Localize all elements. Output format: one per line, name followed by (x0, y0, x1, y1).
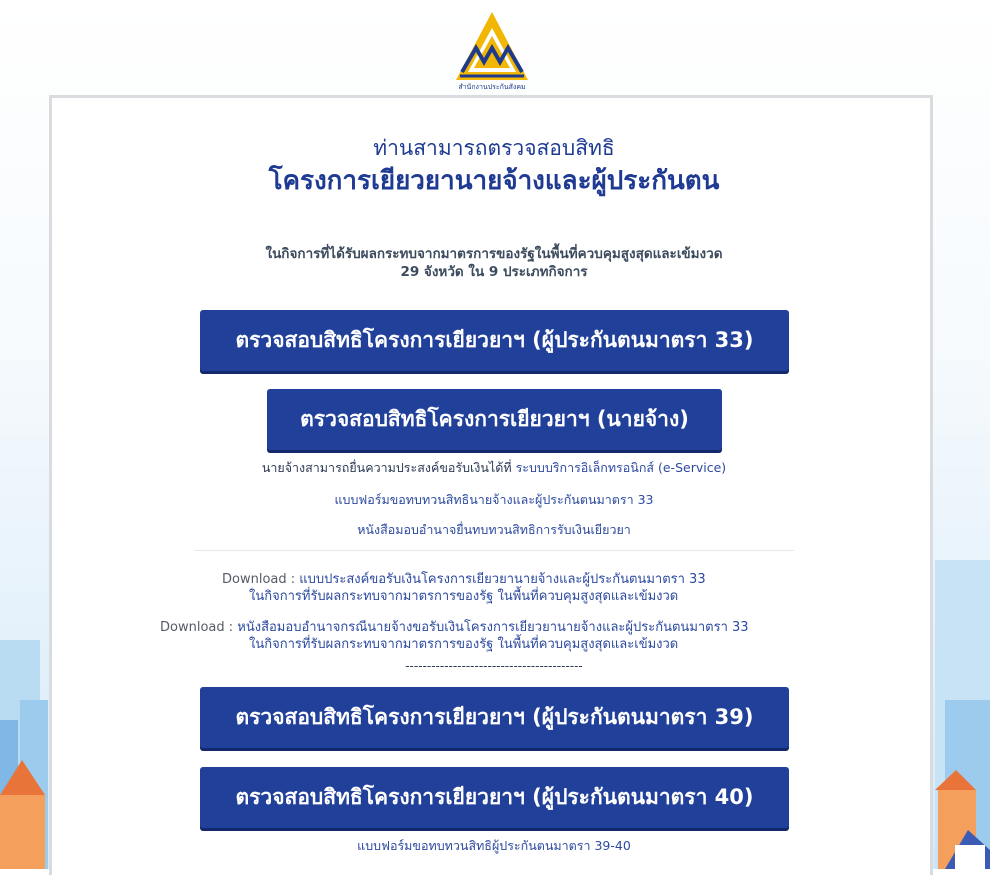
employer-note-text: นายจ้างสามารถยื่นความประสงค์ขอรับเงินได้ที่ (261, 460, 516, 475)
page-title: โครงการเยียวยานายจ้างและผู้ประกันตน (268, 166, 720, 196)
download-request-form-link-line2[interactable]: ในกิจการที่รับผลกระทบจากมาตรการของรัฐ ในพื้นที่ควบคุมสูงสุดและเข้มงวด (249, 589, 679, 604)
check-section33-button[interactable]: ตรวจสอบสิทธิโครงการเยียวยาฯ (ผู้ประกันตนมาตรา 33) (200, 310, 789, 371)
logo-caption: สำนักงานประกันสังคม (458, 83, 526, 91)
power-of-attorney-link[interactable]: หนังสือมอบอำนาจยื่นทบทวนสิทธิการรับเงินเยียวยา (357, 522, 631, 537)
eservice-link[interactable]: ระบบบริการอิเล็กทรอนิกส์ (e-Service) (515, 460, 727, 475)
check-section39-button[interactable]: ตรวจสอบสิทธิโครงการเยียวยาฯ (ผู้ประกันตนมาตรา 39) (200, 687, 789, 748)
download-request-form-link[interactable]: แบบประสงค์ขอรับเงินโครงการเยียวยานายจ้างและผู้ประกันตนมาตรา 33 (299, 572, 706, 587)
review-form-39-40-link[interactable]: แบบฟอร์มขอทบทวนสิทธิผู้ประกันตนมาตรา 39-40 (357, 838, 631, 853)
sso-logo (452, 10, 532, 94)
subtitle-line1: ในกิจการที่ได้รับผลกระทบจากมาตรการของรัฐในพื้นที่ควบคุมสูงสุดและเข้มงวด (265, 246, 723, 262)
main-card (49, 95, 933, 875)
download-attorney-link-line2[interactable]: ในกิจการที่รับผลกระทบจากมาตรการของรัฐ ในพื้นที่ควบคุมสูงสุดและเข้มงวด (249, 637, 679, 652)
sso-emblem-icon (454, 10, 530, 84)
download-label: Download : (160, 620, 238, 635)
review-form-33-link[interactable]: แบบฟอร์มขอทบทวนสิทธินายจ้างและผู้ประกันตนมาตรา 33 (334, 492, 654, 507)
check-section40-button[interactable]: ตรวจสอบสิทธิโครงการเยียวยาฯ (ผู้ประกันตนมาตรา 40) (200, 767, 789, 828)
dashed-separator: ----------------------------------------- (405, 659, 583, 673)
subtitle-line2: 29 จังหวัด ใน 9 ประเภทกิจการ (400, 264, 588, 280)
check-employer-button[interactable]: ตรวจสอบสิทธิโครงการเยียวยาฯ (นายจ้าง) (267, 389, 722, 450)
employer-eservice-note (52, 458, 936, 478)
divider (194, 550, 794, 551)
download-attorney-link[interactable]: หนังสือมอบอำนาจกรณีนายจ้างขอรับเงินโครงการเยียวยานายจ้างและผู้ประกันตนมาตรา 33 (237, 620, 749, 635)
page-heading-line1: ท่านสามารถตรวจสอบสิทธิ (373, 136, 615, 160)
download-label: Download : (222, 572, 300, 587)
